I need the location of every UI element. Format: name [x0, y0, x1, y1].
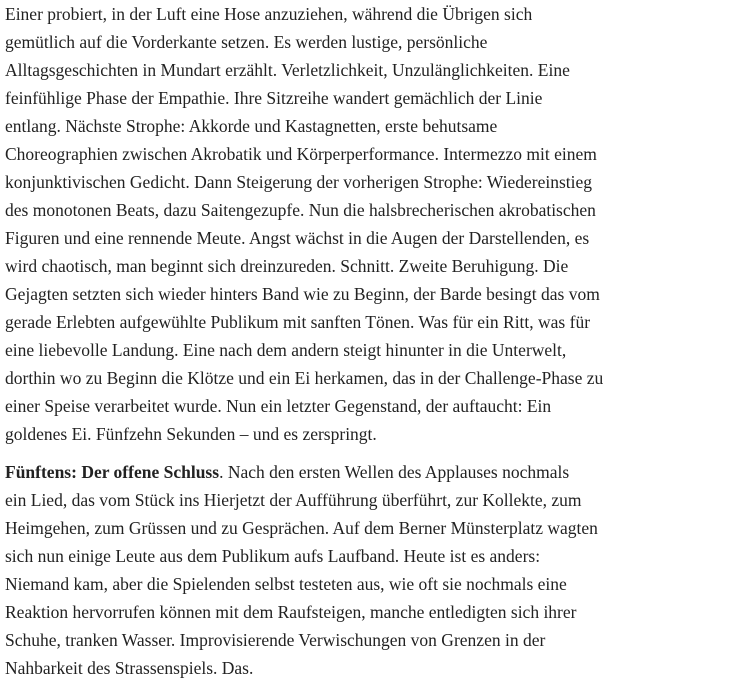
text-line: Heimgehen, zum Grüssen und zu Gesprächen. Auf dem Berner Münsterplatz wagten: [5, 518, 598, 538]
text-line: Gejagten setzten sich wieder hinters Band wie zu Beginn, der Barde besingt das vom: [5, 284, 600, 304]
paragraph-open-ending: [5, 458, 735, 682]
text-line: wird chaotisch, man beginnt sich dreinzureden. Schnitt. Zweite Beruhigung. Die: [5, 256, 569, 276]
text-line: Schuhe, tranken Wasser. Improvisierende Verwischungen von Grenzen in der: [5, 630, 546, 650]
text-line: dorthin wo zu Beginn die Klötze und ein Ei herkamen, das in der Challenge-Phase zu: [5, 368, 604, 388]
text-line: sich nun einige Leute aus dem Publikum aufs Laufband. Heute ist es anders:: [5, 546, 541, 566]
paragraph-performance-description: [5, 0, 735, 448]
text-line-rest: . Nach den ersten Wellen des Applauses nochmals: [219, 462, 570, 482]
text-line: einer Speise verarbeitet wurde. Nun ein letzter Gegenstand, der auftaucht: Ein: [5, 396, 552, 416]
text-line: Figuren und eine rennende Meute. Angst wächst in die Augen der Darstellenden, es: [5, 228, 590, 248]
text-line: gerade Erlebten aufgewühlte Publikum mit sanften Tönen. Was für ein Ritt, was für: [5, 312, 591, 332]
article-body: [5, 0, 735, 682]
text-line: gemütlich auf die Vorderkante setzen. Es werden lustige, persönliche: [5, 32, 488, 52]
text-line: ein Lied, das vom Stück ins Hierjetzt der Aufführung überführt, zur Kollekte, zum: [5, 490, 582, 510]
text-line: goldenes Ei. Fünfzehn Sekunden – und es zerspringt.: [5, 424, 377, 444]
text-line: Nahbarkeit des Strassenspiels. Das.: [5, 658, 254, 678]
text-line: Alltagsgeschichten in Mundart erzählt. Verletzlichkeit, Unzulänglichkeiten. Eine: [5, 60, 570, 80]
text-line: Niemand kam, aber die Spielenden selbst testeten aus, wie oft sie nochmals eine: [5, 574, 567, 594]
text-line: Reaktion hervorrufen können mit dem Raufsteigen, manche entledigten sich ihrer: [5, 602, 577, 622]
text-line: Choreographien zwischen Akrobatik und Körperperformance. Intermezzo mit einem: [5, 144, 597, 164]
section-lead-heading: Fünftens: Der offene Schluss: [5, 462, 220, 482]
text-line: konjunktivischen Gedicht. Dann Steigerung der vorherigen Strophe: Wiedereinstieg: [5, 172, 593, 192]
text-line: entlang. Nächste Strophe: Akkorde und Kastagnetten, erste behutsame: [5, 116, 498, 136]
text-line: eine liebevolle Landung. Eine nach dem andern steigt hinunter in die Unterwelt,: [5, 340, 567, 360]
text-line: feinfühlige Phase der Empathie. Ihre Sitzreihe wandert gemächlich der Linie: [5, 88, 543, 108]
text-line-with-lead: [5, 458, 735, 486]
text-line: des monotonen Beats, dazu Saitengezupfe. Nun die halsbrecherischen akrobatischen: [5, 200, 596, 220]
text-line: Einer probiert, in der Luft eine Hose anzuziehen, während die Übrigen sich: [5, 4, 533, 24]
